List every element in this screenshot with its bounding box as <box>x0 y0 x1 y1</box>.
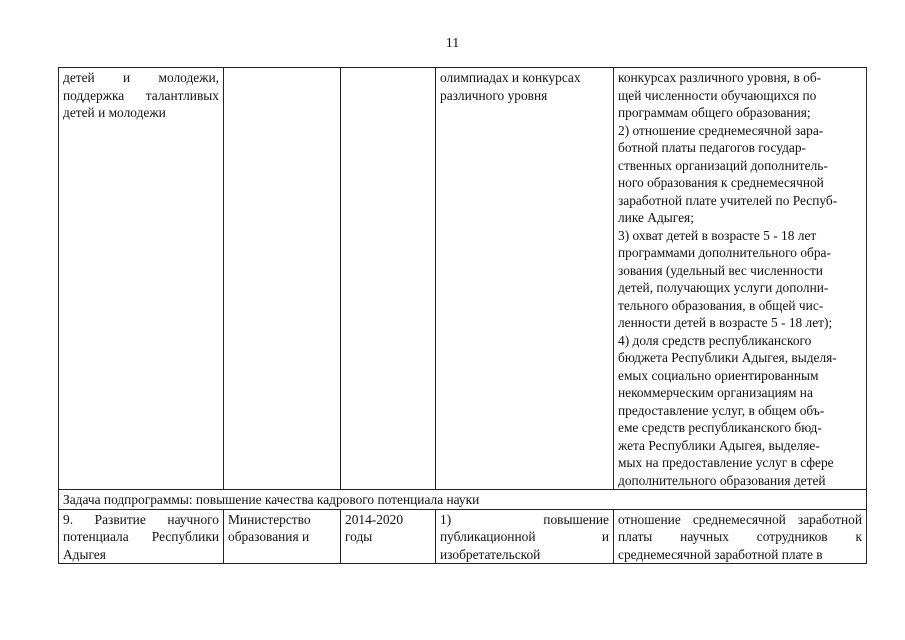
indicator-line: детей, получающих услуги дополни- <box>618 280 829 295</box>
expected-result-text: олимпиадах и конкурсах различного уровня <box>440 70 581 103</box>
program-table <box>58 67 867 564</box>
indicator-line: 2) отношение среднемесячной зара- <box>618 122 824 138</box>
indicator-line: ленности детей в возрасте 5 - 18 лет); <box>618 315 833 330</box>
cell-executor <box>224 509 341 564</box>
cell-expected-result <box>436 68 614 490</box>
measure-name-text: детей и молодежи, поддержка талантливых детей и молодежи <box>63 70 219 120</box>
cell-subprogram-task <box>59 490 867 510</box>
indicator-line: предоставление услуг, в общем объ- <box>618 402 825 418</box>
indicator-line: бюджета Республики Адыгея, выделя- <box>618 350 837 365</box>
expected-result-text: 1) повышение публикационной и изобретательской <box>440 511 609 562</box>
measure-name-text: 9. Развитие научного потенциала Республики Адыгея <box>63 511 219 562</box>
subprogram-task-text: Задача подпрограммы: повышение качества кадрового потенциала науки <box>63 492 480 507</box>
cell-executor <box>224 68 341 490</box>
table-row-continuation <box>59 68 867 490</box>
indicator-line: щей численности обучающихся по <box>618 87 817 103</box>
indicator-line: некоммерческим организациям на <box>618 385 813 400</box>
indicator-line: дополнительного образования детей <box>618 472 826 488</box>
indicator-line: мых на предоставление услуг в сфере <box>618 455 834 470</box>
cell-expected-result <box>436 509 614 564</box>
table-row-task <box>59 490 867 510</box>
executor-text: Министерство образования и <box>228 511 311 544</box>
indicator-line: зования (удельный вес численности <box>618 262 823 278</box>
indicator-line: ного образования к среднемесячной <box>618 175 824 190</box>
cell-period <box>341 509 436 564</box>
indicator-line: 3) охват детей в возрасте 5 - 18 лет <box>618 227 817 243</box>
indicator-line: ботной платы педагогов государ- <box>618 140 806 155</box>
indicator-line: еме средств республиканского бюд- <box>618 420 822 435</box>
indicator-line: программами дополнительного обра- <box>618 245 831 260</box>
cell-indicators <box>614 68 867 490</box>
indicator-text: отношение среднемесячной заработной платы научных сотрудников к среднемесячной заработной плате в <box>618 511 862 562</box>
indicator-line: 4) доля средств республиканского <box>618 332 812 348</box>
indicator-line: тельного образования, в общей чис- <box>618 297 824 313</box>
table-row-9 <box>59 509 867 564</box>
indicator-line: лике Адыгея; <box>618 210 694 225</box>
indicator-line: емых социально ориентированным <box>618 367 819 383</box>
indicator-line: конкурсах различного уровня, в об- <box>618 70 822 85</box>
cell-measure-name <box>59 509 224 564</box>
indicator-line: жета Республики Адыгея, выделяе- <box>618 437 820 453</box>
indicator-line: программам общего образования; <box>618 105 811 120</box>
page-number: 11 <box>445 36 460 51</box>
indicator-line: ственных организаций дополнитель- <box>618 157 828 173</box>
indicator-line: заработной плате учителей по Респуб- <box>618 192 838 208</box>
cell-measure-name <box>59 68 224 490</box>
cell-indicators <box>614 509 867 564</box>
cell-period <box>341 68 436 490</box>
period-text: 2014-2020 годы <box>345 511 404 544</box>
